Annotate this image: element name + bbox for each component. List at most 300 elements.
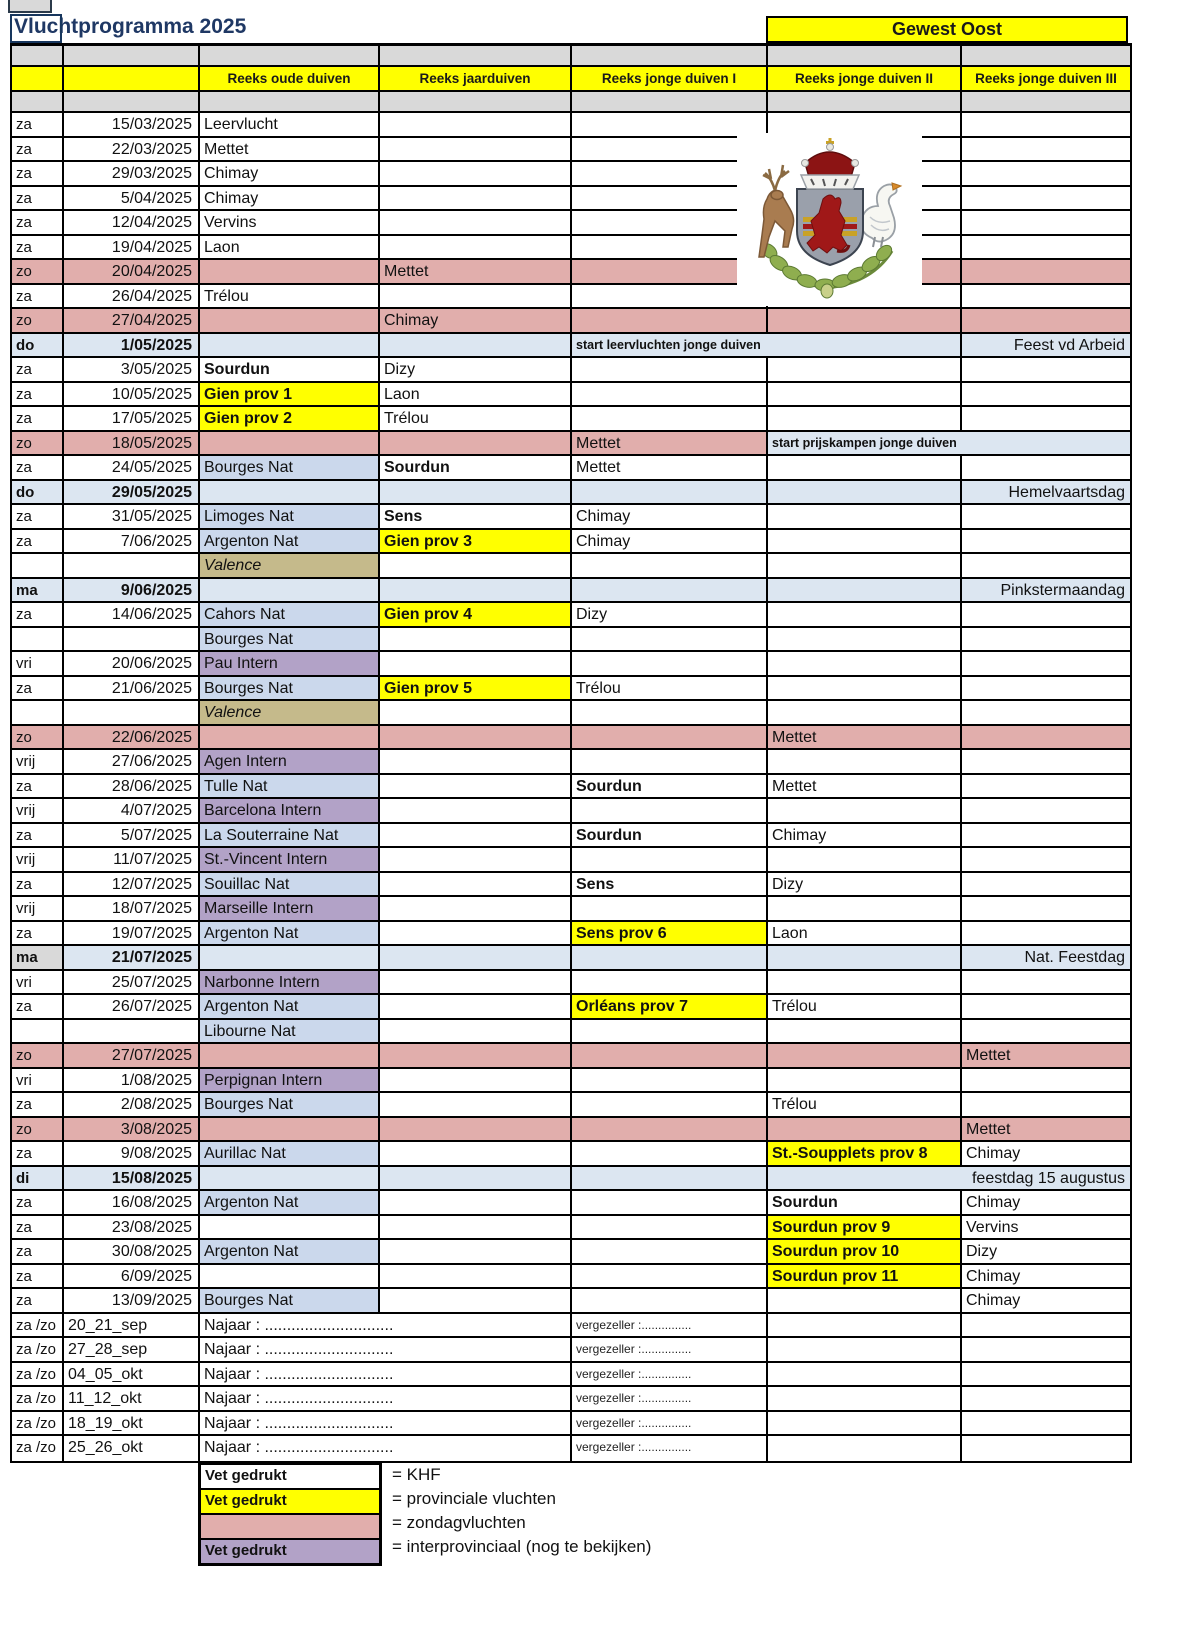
race-cell	[572, 358, 768, 381]
column-header: Reeks jonge duiven I	[572, 67, 768, 90]
race-cell: Cahors Nat	[200, 603, 380, 626]
race-cell	[768, 971, 962, 994]
table-row	[12, 873, 1130, 898]
race-cell: Gien prov 5	[380, 677, 572, 700]
race-cell	[768, 530, 962, 553]
date-cell: 29/03/2025	[64, 162, 200, 185]
race-cell	[962, 358, 1130, 381]
table-row	[12, 1240, 1130, 1265]
race-cell	[380, 138, 572, 161]
day-cell: za	[12, 1265, 64, 1288]
race-cell	[380, 334, 572, 357]
date-cell: 17/05/2025	[64, 407, 200, 430]
separator-cell	[572, 92, 768, 111]
day-cell: zo	[12, 260, 64, 283]
race-cell: Perpignan Intern	[200, 1069, 380, 1092]
race-cell	[572, 407, 768, 430]
day-cell: zo	[12, 1044, 64, 1067]
race-cell	[962, 603, 1130, 626]
day-cell: vri	[12, 971, 64, 994]
race-cell	[200, 1216, 380, 1239]
table-row	[12, 1216, 1130, 1241]
holiday-label: Nat. Feestdag	[962, 946, 1130, 969]
date-cell: 19/04/2025	[64, 236, 200, 259]
race-cell: Sourdun	[200, 358, 380, 381]
day-cell: za	[12, 1216, 64, 1239]
table-row	[12, 285, 1130, 310]
day-cell: vrij	[12, 897, 64, 920]
date-cell: 14/06/2025	[64, 603, 200, 626]
race-cell	[572, 554, 768, 577]
table-row	[12, 897, 1130, 922]
race-cell: Laon	[200, 236, 380, 259]
day-cell: zo	[12, 432, 64, 455]
day-cell: do	[12, 334, 64, 357]
legend-swatch-sunday	[201, 1515, 379, 1540]
day-cell: za /zo	[12, 1363, 64, 1386]
race-cell: Bourges Nat	[200, 1093, 380, 1116]
race-cell	[380, 1044, 572, 1067]
day-cell: di	[12, 1167, 64, 1190]
table-row	[12, 1118, 1130, 1143]
race-cell	[572, 750, 768, 773]
race-cell	[572, 1093, 768, 1116]
race-cell: Trélou	[768, 1093, 962, 1116]
separator-row	[12, 92, 1130, 113]
table-row	[12, 1167, 1130, 1192]
race-cell	[962, 211, 1130, 234]
day-cell: vrij	[12, 750, 64, 773]
race-cell	[962, 456, 1130, 479]
race-cell	[380, 1142, 572, 1165]
race-cell: Tulle Nat	[200, 775, 380, 798]
date-cell: 16/08/2025	[64, 1191, 200, 1214]
day-cell: vri	[12, 1069, 64, 1092]
vergezeller-cell: vergezeller :...............	[572, 1412, 768, 1435]
race-cell	[380, 652, 572, 675]
table-row	[12, 848, 1130, 873]
separator-row	[12, 46, 1130, 67]
race-cell	[962, 971, 1130, 994]
race-cell	[962, 236, 1130, 259]
table-row	[12, 334, 1130, 359]
day-cell: za /zo	[12, 1314, 64, 1337]
date-cell: 5/04/2025	[64, 187, 200, 210]
race-cell	[572, 1289, 768, 1312]
race-cell	[962, 1069, 1130, 1092]
table-row	[12, 309, 1130, 334]
table-row	[12, 824, 1130, 849]
race-cell	[572, 628, 768, 651]
table-row	[12, 995, 1130, 1020]
table-row	[12, 1338, 1130, 1363]
date-cell	[64, 628, 200, 651]
race-cell: Dizy	[572, 603, 768, 626]
day-cell: za	[12, 285, 64, 308]
race-cell	[572, 897, 768, 920]
date-cell: 11/07/2025	[64, 848, 200, 871]
day-cell: vri	[12, 652, 64, 675]
date-cell: 26/04/2025	[64, 285, 200, 308]
day-cell: za	[12, 873, 64, 896]
race-cell	[768, 1338, 962, 1361]
legend-swatch-stack	[198, 1462, 382, 1566]
race-cell	[380, 775, 572, 798]
race-cell	[380, 628, 572, 651]
table-row	[12, 726, 1130, 751]
day-cell: za	[12, 1240, 64, 1263]
race-cell	[768, 1118, 962, 1141]
race-cell: Dizy	[966, 1243, 998, 1260]
race-cell	[572, 701, 768, 724]
race-cell: Dizy	[380, 358, 572, 381]
table-row	[12, 1191, 1130, 1216]
holiday-label: feestdag 15 augustus	[768, 1167, 1130, 1190]
date-cell: 1/05/2025	[64, 334, 200, 357]
date-cell: 25_26_okt	[64, 1436, 200, 1461]
race-cell	[380, 113, 572, 136]
race-cell	[380, 1289, 572, 1312]
race-cell	[572, 848, 768, 871]
table-row	[12, 799, 1130, 824]
separator-cell	[962, 46, 1130, 65]
date-cell: 27/07/2025	[64, 1044, 200, 1067]
race-cell	[962, 995, 1130, 1018]
race-cell	[572, 1044, 768, 1067]
race-cell	[768, 1044, 962, 1067]
day-cell: vrij	[12, 799, 64, 822]
race-cell	[962, 701, 1130, 724]
race-cell	[962, 162, 1130, 185]
race-cell	[380, 236, 572, 259]
date-cell: 22/03/2025	[64, 138, 200, 161]
race-cell	[380, 285, 572, 308]
table-row	[12, 1436, 1130, 1461]
day-cell: zo	[12, 726, 64, 749]
race-cell	[380, 1093, 572, 1116]
race-cell	[380, 432, 572, 455]
date-cell: 7/06/2025	[64, 530, 200, 553]
day-cell: za	[12, 407, 64, 430]
table-row	[12, 579, 1130, 604]
race-cell: Gien prov 4	[380, 603, 572, 626]
race-cell	[380, 726, 572, 749]
race-cell	[768, 505, 962, 528]
table-row	[12, 1387, 1130, 1412]
day-cell: za	[12, 187, 64, 210]
table-row	[12, 628, 1130, 653]
race-cell: Aurillac Nat	[200, 1142, 380, 1165]
race-cell: Mettet	[200, 138, 380, 161]
race-cell: Argenton Nat	[200, 995, 380, 1018]
separator-cell	[200, 92, 380, 111]
race-cell: Valence	[200, 554, 380, 577]
table-row	[12, 187, 1130, 212]
race-cell: Bourges Nat	[200, 1289, 380, 1312]
table-row	[12, 113, 1130, 138]
table-row	[12, 1289, 1130, 1314]
date-cell: 23/08/2025	[64, 1216, 200, 1239]
table-row	[12, 1093, 1130, 1118]
race-cell	[962, 848, 1130, 871]
race-cell	[768, 946, 962, 969]
race-cell	[380, 579, 572, 602]
day-cell: za	[12, 530, 64, 553]
column-header: Reeks oude duiven	[200, 67, 380, 90]
race-cell: Trélou	[572, 677, 768, 700]
race-cell: Sens	[380, 505, 572, 528]
race-cell	[768, 358, 962, 381]
race-cell	[962, 187, 1130, 210]
date-cell: 26/07/2025	[64, 995, 200, 1018]
table-row	[12, 211, 1130, 236]
race-cell: Barcelona Intern	[200, 799, 380, 822]
table-row	[12, 775, 1130, 800]
race-cell	[962, 505, 1130, 528]
race-cell	[380, 750, 572, 773]
day-cell: ma	[12, 946, 64, 969]
note-cell: start prijskampen jonge duiven	[768, 432, 1130, 455]
najaar-cell: Najaar : .............................	[200, 1436, 572, 1461]
day-cell: za	[12, 677, 64, 700]
column-header-row	[12, 67, 1130, 92]
legend-meaning-sunday: = zondagvluchten	[392, 1513, 526, 1532]
date-cell: 15/08/2025	[64, 1167, 200, 1190]
race-cell: Sens prov 6	[572, 922, 768, 945]
separator-cell	[12, 92, 64, 111]
header-day-cell	[12, 67, 64, 90]
day-cell: za	[12, 505, 64, 528]
race-cell: Argenton Nat	[200, 1191, 380, 1214]
race-cell	[380, 971, 572, 994]
date-cell: 5/07/2025	[64, 824, 200, 847]
race-cell	[768, 579, 962, 602]
race-cell: Sourdun	[572, 775, 768, 798]
race-cell: Chimay	[572, 505, 768, 528]
race-cell	[572, 481, 768, 504]
column-header: Reeks jaarduiven	[380, 67, 572, 90]
race-cell	[200, 1044, 380, 1067]
day-cell: za	[12, 995, 64, 1018]
title-cell-border	[10, 14, 62, 43]
day-cell: za	[12, 162, 64, 185]
race-cell	[962, 750, 1130, 773]
table-row	[12, 922, 1130, 947]
race-cell	[962, 383, 1130, 406]
race-cell: Libourne Nat	[200, 1020, 380, 1043]
day-cell: za	[12, 138, 64, 161]
table-row	[12, 383, 1130, 408]
day-cell: za	[12, 456, 64, 479]
race-cell: Agen Intern	[200, 750, 380, 773]
race-cell: Sourdun	[768, 1191, 962, 1214]
race-cell	[768, 1363, 962, 1386]
day-cell: za	[12, 236, 64, 259]
race-cell: Mettet	[768, 775, 962, 798]
page-title: Vluchtprogramma 2025	[14, 15, 247, 38]
race-cell: St.-Soupplets prov 8	[768, 1142, 962, 1165]
race-cell	[962, 530, 1130, 553]
date-cell: 30/08/2025	[64, 1240, 200, 1263]
race-cell: Mettet	[572, 456, 768, 479]
day-cell: za	[12, 1289, 64, 1312]
day-cell: do	[12, 481, 64, 504]
table-row	[12, 162, 1130, 187]
table-row	[12, 971, 1130, 996]
race-cell: Bourges Nat	[200, 628, 380, 651]
date-cell: 15/03/2025	[64, 113, 200, 136]
table-row	[12, 1142, 1130, 1167]
race-cell	[768, 897, 962, 920]
race-cell	[768, 848, 962, 871]
race-cell	[768, 1412, 962, 1435]
column-header: Reeks jonge duiven III	[962, 67, 1130, 90]
table-row	[12, 701, 1130, 726]
race-cell	[200, 1265, 380, 1288]
legend-swatch-provincial: Vet gedrukt	[201, 1490, 379, 1515]
table-row	[12, 1363, 1130, 1388]
table-row	[12, 1412, 1130, 1437]
race-cell	[200, 1118, 380, 1141]
legend-meaning-interprovincial: = interprovinciaal (nog te bekijken)	[392, 1537, 652, 1556]
date-cell: 12/07/2025	[64, 873, 200, 896]
race-cell: Chimay	[966, 1267, 1021, 1285]
race-cell: Mettet	[380, 260, 572, 283]
race-cell: Trélou	[380, 407, 572, 430]
race-cell: Bourges Nat	[200, 456, 380, 479]
table-row	[12, 138, 1130, 163]
race-cell: Argenton Nat	[200, 922, 380, 945]
table-row	[12, 554, 1130, 579]
date-cell: 9/08/2025	[64, 1142, 200, 1165]
table-row	[12, 1314, 1130, 1339]
race-cell: Chimay	[768, 824, 962, 847]
race-cell	[768, 652, 962, 675]
race-cell	[962, 260, 1130, 283]
race-cell	[962, 1387, 1130, 1410]
table-row	[12, 1020, 1130, 1045]
race-cell	[768, 1387, 962, 1410]
holiday-label: Pinkstermaandag	[962, 579, 1130, 602]
race-cell	[768, 677, 962, 700]
race-cell: Vervins	[200, 211, 380, 234]
race-cell	[768, 701, 962, 724]
date-cell: 2/08/2025	[64, 1093, 200, 1116]
separator-cell	[768, 92, 962, 111]
race-cell	[768, 750, 962, 773]
table-row	[12, 260, 1130, 285]
day-cell: za	[12, 922, 64, 945]
table-row	[12, 236, 1130, 261]
date-cell	[64, 701, 200, 724]
vergezeller-cell: vergezeller :...............	[572, 1387, 768, 1410]
table-row	[12, 652, 1130, 677]
race-cell	[962, 1020, 1130, 1043]
race-cell	[768, 1436, 962, 1461]
day-cell: zo	[12, 1118, 64, 1141]
race-cell	[572, 383, 768, 406]
date-cell	[64, 554, 200, 577]
race-cell: Chimay	[200, 162, 380, 185]
day-cell: za	[12, 358, 64, 381]
race-cell	[962, 309, 1130, 332]
coat-of-arms-graphic	[737, 133, 922, 306]
table-row	[12, 1044, 1130, 1069]
race-cell	[380, 824, 572, 847]
shield-icon	[797, 189, 863, 265]
header-date-cell	[64, 67, 200, 90]
day-cell: za	[12, 113, 64, 136]
race-cell	[962, 873, 1130, 896]
race-cell	[200, 1167, 380, 1190]
separator-cell	[572, 46, 768, 65]
vergezeller-cell: vergezeller :...............	[572, 1314, 768, 1337]
race-cell	[380, 162, 572, 185]
race-cell: Gien prov 2	[200, 407, 380, 430]
race-cell	[962, 799, 1130, 822]
day-cell	[12, 1020, 64, 1043]
date-cell: 18_19_okt	[64, 1412, 200, 1435]
day-cell	[12, 701, 64, 724]
race-cell: Argenton Nat	[200, 530, 380, 553]
race-cell	[380, 799, 572, 822]
race-cell: La Souterraine Nat	[200, 824, 380, 847]
race-cell	[380, 897, 572, 920]
race-cell	[380, 873, 572, 896]
coat-of-arms	[737, 133, 922, 306]
race-cell	[962, 922, 1130, 945]
race-cell	[380, 1020, 572, 1043]
race-cell	[768, 628, 962, 651]
race-cell	[962, 1314, 1130, 1337]
day-cell: za	[12, 603, 64, 626]
flight-program-table	[10, 43, 1132, 1463]
table-row	[12, 481, 1130, 506]
date-cell	[64, 1020, 200, 1043]
race-cell	[768, 1314, 962, 1337]
table-row	[12, 505, 1130, 530]
race-cell	[380, 1167, 572, 1190]
legend-meaning-provincial: = provinciale vluchten	[392, 1489, 556, 1508]
race-cell	[572, 652, 768, 675]
race-cell: Vervins	[966, 1218, 1019, 1236]
day-cell: za	[12, 1142, 64, 1165]
date-cell: 6/09/2025	[64, 1265, 200, 1288]
date-cell: 27/06/2025	[64, 750, 200, 773]
race-cell	[962, 897, 1130, 920]
table-row	[12, 946, 1130, 971]
date-cell: 24/05/2025	[64, 456, 200, 479]
race-cell: Pau Intern	[200, 652, 380, 675]
race-cell	[572, 1191, 768, 1214]
day-cell: za	[12, 1191, 64, 1214]
date-cell: 1/08/2025	[64, 1069, 200, 1092]
date-cell: 11_12_okt	[64, 1387, 200, 1410]
race-cell: Mettet	[962, 1118, 1130, 1141]
race-cell	[962, 1093, 1130, 1116]
holiday-label: Feest vd Arbeid	[962, 334, 1130, 357]
date-cell: 18/07/2025	[64, 897, 200, 920]
day-cell	[12, 554, 64, 577]
date-cell: 21/06/2025	[64, 677, 200, 700]
date-cell: 25/07/2025	[64, 971, 200, 994]
race-cell: Leervlucht	[200, 113, 380, 136]
date-cell: 3/05/2025	[64, 358, 200, 381]
date-cell: 29/05/2025	[64, 481, 200, 504]
race-cell	[962, 775, 1130, 798]
race-cell	[572, 579, 768, 602]
date-cell: 27/04/2025	[64, 309, 200, 332]
